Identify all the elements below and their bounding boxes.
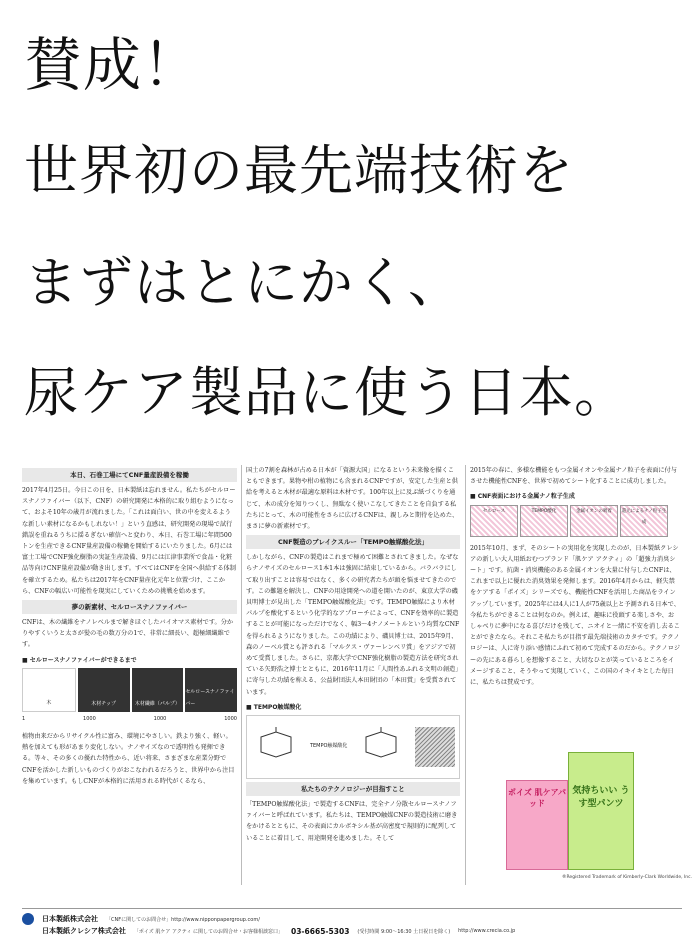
body-paragraph: CNFは、木の繊維をナノレベルまで解きほぐしたバイオマス素材です。分かりやすくいうと太さが髪の毛の数万分の1で、非常に細長い、超極細繊維です。 xyxy=(22,619,234,649)
headline-line-1: 賛成！ xyxy=(24,31,202,99)
company-name: 日本製紙株式会社 xyxy=(42,915,98,923)
body-paragraph: 2015年の春に、多様な機能をもつ金属イオンや金属ナノ粒子を表面に付与させた機能性CNFを、世界で初めてシート化することに成功しました。 xyxy=(470,467,677,486)
headline-line-3: まずはとにかく、 xyxy=(24,251,463,314)
figure-step: 還元によるナノ粒子生成 xyxy=(620,505,668,537)
figure-title: ■ セルロースナノファイバーができるまで xyxy=(22,656,137,664)
figure-title: ■ CNF表面における金属ナノ粒子生成 xyxy=(470,493,575,501)
section-heading: 本日、石巻工場にてCNF量産設備を稼働 xyxy=(22,468,237,482)
article-column-1 xyxy=(22,465,237,885)
website-link[interactable]: http://www.crecia.co.jp xyxy=(458,928,516,934)
trademark-note: ®Registered Trademark of Kimberly-Clark Worldwide, Inc. xyxy=(562,875,693,880)
diagram-label: TEMPO触媒酸化 xyxy=(309,743,348,750)
tree-image: 木 xyxy=(22,668,76,712)
body-paragraph: 2015年10月、まず、そのシートの実用化を実現したのが、日本製紙クレシアの新しい大人用紙おむつブランド「肌ケア アクティ」の「超強力消臭シート」です。抗菌・消臭機能のある金属イオンを大量に付与したCNFは、これまで以上に優れた消臭効果を発揮します。2016年4月からは、軽失禁をケアする「ポイズ」シリーズでも、機能性CNFを活用した商品をラインアップしています。2025年には4人に1人が75歳以上と予測される日本で、今私たちができることは何なのか。例えば、趣味に役頭する楽しさや、おしゃべりに夢中になる喜びだけを残して、ニオイと一緒に不安を消し去ることができたなら。それこそ私たちが目指す最先端技術のカタチです。テクノロジーは、人に寄り添い感情にふれて初めて完成するのだから。テクノロジーの先にある暮らしを想像すること、大切なひとが笑っているところをイメージすること、そうやって実現していく、この国のイキイキとした毎日に、私たちは賛成です。 xyxy=(470,544,680,687)
tempo-oxidation-diagram xyxy=(246,715,460,779)
section-heading: 私たちのテクノロジーが目指すこと xyxy=(246,782,460,796)
footer xyxy=(22,908,682,939)
scale-labels xyxy=(22,714,237,725)
figure-step: TEMPO酸化 xyxy=(520,505,568,537)
contact-note: 「ポイズ 肌ケア アクティ に関してのお問合せ・お客様相談窓口」 xyxy=(133,928,283,935)
body-paragraph: 植物由来だからリサイクル性に富み、環境にやさしい。鉄より強く、軽い。熱を加えても形があまり変化しない。ナノサイズなので透明性も発揮できる。等々、その多くの優れた特性から、近い将来、さまざまな産業分野でCNFを活かした新しいものづくりがおこなわれるだろうと、世界中から注目を集めています。もしCNFが本格的に活用される時代がくるなら、 xyxy=(22,733,235,785)
phone-number[interactable]: 03-6665-5303 xyxy=(291,926,350,936)
scale-label: 1000 xyxy=(83,715,96,722)
pulp-image: 木材繊維（パルプ） xyxy=(132,668,184,712)
cellulose-structure-icon xyxy=(251,727,301,767)
headline-line-4: 尿ケア製品に使う日本。 xyxy=(24,361,629,424)
cnf-process-figure xyxy=(22,668,237,712)
nanoparticle-figure xyxy=(470,505,680,537)
figure-step: セルロース xyxy=(470,505,518,537)
scale-label: 1 xyxy=(22,715,26,722)
phone-hours: (受付時間 9:00〜16:30 土日祝日を除く) xyxy=(357,928,451,935)
pants-package: 気持ちいい うす型パンツ xyxy=(568,752,634,870)
company-logo-icon xyxy=(22,913,34,925)
body-paragraph: しかしながら、CNFの製造はこれまで極めて困難とされてきました。なぜならナノサイズのセルロース1本1本は強固に結束しているから。バラバラにして取り出すことは容易ではなく、多くの研究者たちが頭を悩ませてきたのです。この難題を解決し、CNFの用途開発への道を開いたのが、東京大学の磯貝明博士が見出した「TEMPO触媒酸化法」です。TEMPO触媒により木材パルプを酸化するという化学的なアプローチによって、CNFを効率的に製造することが可能になっただけでなく、幅3〜4ナノメートルという均質なCNFを得られるようになりました。この功績により、磯貝博士は、2015年9月、森のノーベル賞とも評される「マルクス・ヴァーレンベリ賞」をアジアで初めて受賞しました。さらに、京都大学でCNF強化樹脂の製造方法を研究されている矢野浩之博士とともに、2016年11月に「人間性あふれる文明の創造」に寄与した功績を称える、公益財団法人本田財団の「本田賞」を受賞されています。 xyxy=(246,554,460,696)
figure-title: ■ TEMPO触媒酸化 xyxy=(246,703,302,711)
body-paragraph: 国土の7割を森林が占める日本が「資源大国」になるという未来像を描くこともできます。果物や柑の植物にも含まれるCNFですが、安定した生産と供給を考えると木材が最適な原料は木材です。100年以上に及ぶ紙づくりを通じて、木の成分を知りつくし、無駄なく使いこなしてきたことを自負する私たちにとって、木の可能性をさらに広げるCNFは、親しみと期待を込めた、まさに夢の新素材です。 xyxy=(246,467,459,531)
body-paragraph: 「TEMPO触媒酸化法」で製造するCNFは、完全ナノ分散セルロースナノファイバーと呼ばれています。私たちは、TEMPO触媒CNFの製造技術に磨きをかけるとともに、その表面にカルボキシル基が高密度で規則的に配列していることに着目して、用途開発を進めました。そして xyxy=(246,801,458,842)
cnf-image: セルロースナノファイバー xyxy=(185,668,237,712)
scale-label: 1000 xyxy=(153,715,167,722)
wood-chip-image: 木材チップ xyxy=(78,668,130,712)
headline-line-2: 世界初の最先端技術を xyxy=(24,139,574,202)
poise-package: ポイズ 肌ケアパッド xyxy=(506,780,568,870)
oxidized-structure-icon xyxy=(356,727,406,767)
section-heading: CNF製造のブレイクスルー「TEMPO触媒酸化法」 xyxy=(246,535,460,549)
column-divider xyxy=(241,465,242,885)
scale-label: 1000 xyxy=(224,715,237,722)
product-photo xyxy=(506,752,636,872)
figure-step: 金属イオンの吸着 xyxy=(570,505,618,537)
article-column-2 xyxy=(246,465,460,885)
company-name: 日本製紙クレシア株式会社 xyxy=(42,927,126,935)
body-paragraph: 2017年4月25日。今日この日を、日本製紙は忘れません。私たちがセルロースナノファイバー（以下、CNF）の研究開発に本格的に取り組むようになって、およそ10年の歳月が流れました。「これは面白い、世の中を変えるような新しい素材になるかもしれない！」という直感は、研究開発の現場で試行錯誤を重ねるうちに揺るぎない確信へと変わり、本日、石巻工場に年間500トンを生産できるCNF量産設備の稼働を開始するにいたりました。6月には富士工場でCNF強化樹脂の実証生産設備、9月には江津事業所で食品・化粧品等向けCNF量産設備が動き出します。すべてはCNFを全国へ供給する体制を確立するため。私たちは2017年をCNF量産化元年と位置づけ、ここから、CNFの幅広い可能性を現実にしていくための挑戦を始めます。 xyxy=(22,487,236,595)
column-divider xyxy=(465,465,466,885)
micrograph-image xyxy=(415,727,455,767)
section-heading: 夢の新素材、セルロースナノファイバー xyxy=(22,600,237,614)
company-contact[interactable]: 「CNFに関してのお問合せ」http://www.nipponpapergroup.com/ xyxy=(106,916,260,923)
